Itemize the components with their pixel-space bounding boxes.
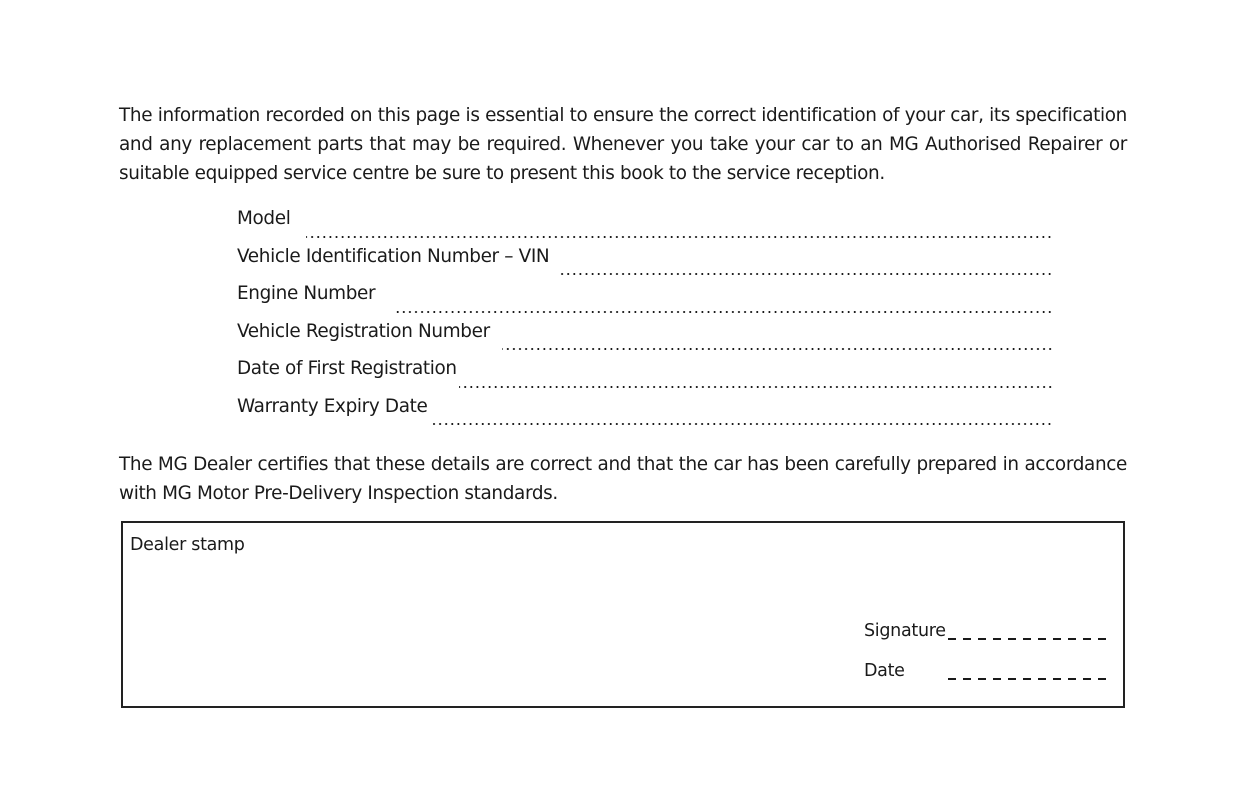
first-registration-dotted-line[interactable]	[459, 386, 1053, 388]
date-dashed-line[interactable]	[948, 678, 1110, 680]
intro-paragraph: The information recorded on this page is essential to ensure the correct identification of your car, its specification and any replacement parts that may be required. Whenever you take your car to an MG Authorised Repairer or suitable equipped service centre be sure to present this book to the service reception.	[119, 105, 1127, 184]
field-vehicle-registration	[237, 321, 1053, 359]
registration-dotted-line[interactable]	[502, 348, 1053, 350]
field-label: Warranty Expiry Date	[237, 395, 428, 417]
field-label: Model	[237, 208, 291, 229]
field-label: Vehicle Registration Number	[237, 320, 490, 342]
certification-paragraph: The MG Dealer certifies that these details are correct and that the car has been carefully prepared in accordance with MG Motor Pre-Delivery Inspection standards.	[119, 454, 1127, 504]
vehicle-details-list	[237, 208, 1053, 433]
warranty-expiry-dotted-line[interactable]	[433, 423, 1053, 425]
field-label: Engine Number	[237, 283, 376, 304]
field-label: Date of First Registration	[237, 358, 457, 379]
date-label: Date	[864, 661, 905, 681]
signature-dashed-line[interactable]	[948, 638, 1110, 640]
model-dotted-line[interactable]	[306, 236, 1053, 238]
dealer-stamp-label: Dealer stamp	[130, 535, 245, 555]
field-engine-number	[237, 283, 1053, 321]
signature-row	[864, 621, 1110, 641]
vin-dotted-line[interactable]	[559, 273, 1053, 275]
field-first-registration-date	[237, 358, 1053, 396]
date-row	[864, 661, 1110, 681]
field-label: Vehicle Identification Number – VIN	[237, 245, 550, 267]
field-vin	[237, 246, 1053, 284]
signature-label: Signature	[864, 621, 946, 641]
engine-number-dotted-line[interactable]	[395, 311, 1053, 313]
field-warranty-expiry	[237, 396, 1053, 434]
dealer-stamp-box[interactable]	[121, 521, 1125, 708]
field-model	[237, 208, 1053, 246]
